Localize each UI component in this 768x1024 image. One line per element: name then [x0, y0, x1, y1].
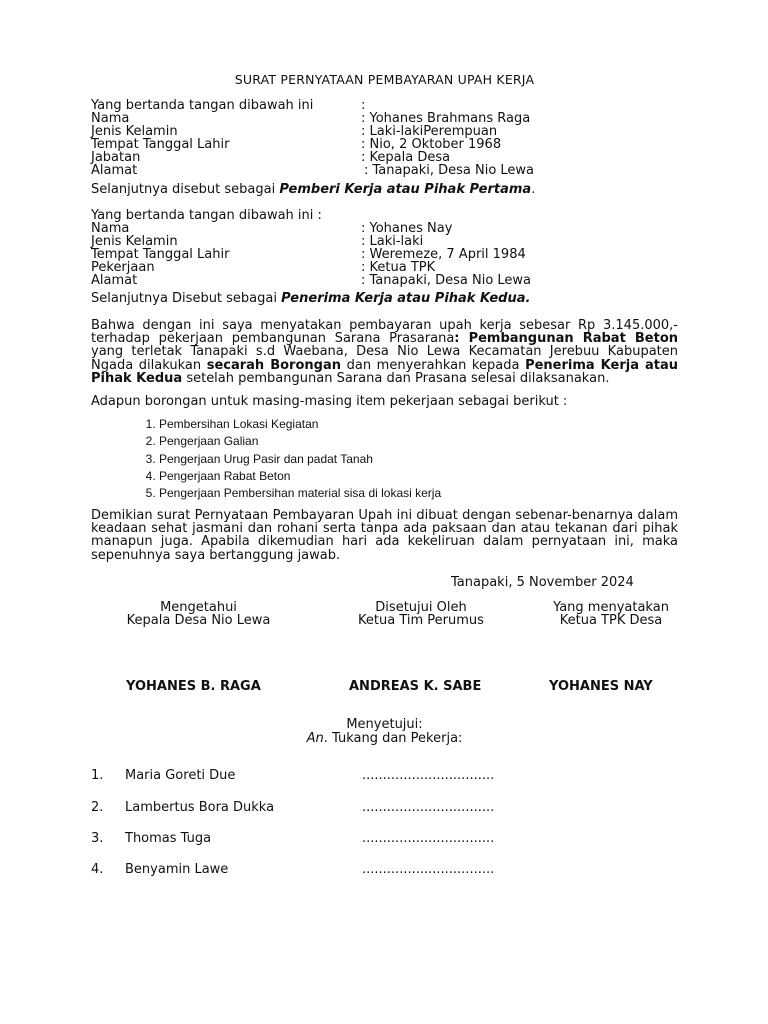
- signature-line: ................................: [362, 768, 495, 783]
- worker-name: Benyamin Lawe: [125, 862, 229, 877]
- paragraph-bold-method: secarah Borongan: [206, 357, 341, 373]
- party1-intro-text: Yang bertanda tangan dibawah ini: [91, 98, 314, 113]
- paragraph-text: yang terletak Tanapaki s.d Waebana, Desa Nio Lewa Kecamatan Jerebuu Kabupaten Ngada dilakukan: [91, 344, 678, 373]
- field-value: : Yohanes Brahmans Raga: [361, 111, 531, 126]
- field-value: : Nio, 2 Oktober 1968: [361, 137, 502, 152]
- signatory-2: [321, 601, 521, 627]
- party1-intro-colon: :: [361, 98, 366, 113]
- field-value: : Ketua TPK: [361, 260, 436, 275]
- party2-desc-emph: Penerima Kerja atau Pihak Kedua.: [281, 291, 531, 306]
- paragraph-text: dan menyerahkan kepada: [340, 357, 526, 373]
- party1-desc-emph: Pemberi Kerja atau Pihak Pertama: [279, 182, 532, 197]
- paragraph-bold-project: : Pembangunan Rabat Beton: [454, 331, 679, 347]
- field-label: Tempat Tanggal Lahir: [91, 137, 230, 152]
- list-item: 1. Pembersihan Lokasi Kegiatan: [159, 416, 441, 433]
- field-value: : Tanapaki, Desa Nio Lewa: [361, 273, 532, 288]
- field-value: : Laki-laki: [361, 234, 424, 249]
- worker-number: 2.: [91, 800, 104, 815]
- field-label: Jabatan: [91, 150, 141, 165]
- paragraph-text: Bahwa dengan ini saya menyatakan pembayaran upah kerja sebesar Rp 3.145.000,- terhadap pekerjaan pembangunan Sarana Prasarana: [91, 318, 678, 347]
- field-label: Jenis Kelamin: [91, 234, 178, 249]
- list-item: 5. Pengerjaan Pembersihan material sisa di lokasi kerja: [159, 485, 441, 502]
- party1-row-address: [91, 163, 678, 178]
- field-label: Alamat: [91, 163, 138, 178]
- worker-number: 1.: [91, 768, 104, 783]
- approval-sub-rest: . Tukang dan Pekerja:: [323, 731, 463, 746]
- approval-heading: Menyetujui:: [346, 717, 423, 732]
- signatory-3: [531, 601, 691, 627]
- field-label: Alamat: [91, 273, 138, 288]
- worker-name: Thomas Tuga: [125, 831, 212, 846]
- field-label: Nama: [91, 111, 130, 126]
- signatory-title: Ketua TPK Desa: [559, 613, 663, 628]
- signatory-role: Mengetahui: [160, 600, 237, 615]
- party1-desc-suffix: .: [531, 182, 536, 197]
- party1-description: [91, 182, 535, 197]
- approval-sub-italic: An: [306, 731, 324, 746]
- signatory-name: ANDREAS K. SABE: [349, 679, 482, 694]
- document-title: SURAT PERNYATAAN PEMBAYARAN UPAH KERJA: [234, 72, 535, 87]
- field-label: Tempat Tanggal Lahir: [91, 247, 230, 262]
- signatory-1: [91, 601, 306, 627]
- party2-intro-text: Yang bertanda tangan dibawah ini :: [91, 208, 322, 223]
- party1-desc-prefix: Selanjutnya disebut sebagai: [91, 182, 280, 197]
- list-item: 4. Pengerjaan Rabat Beton: [159, 468, 441, 485]
- worker-number: 3.: [91, 831, 104, 846]
- signature-line: ................................: [362, 800, 495, 815]
- signatory-role: Yang menyatakan: [553, 600, 669, 615]
- list-item: 2. Pengerjaan Galian: [159, 433, 441, 450]
- signatory-role: Disetujui Oleh: [375, 600, 467, 615]
- approval-subheading: [91, 732, 678, 746]
- signatory-name: YOHANES NAY: [549, 679, 653, 694]
- paragraph-bold-recipient: Penerima Kerja atau Pihak Kedua: [91, 357, 678, 386]
- field-value: : Tanapaki, Desa Nio Lewa: [364, 163, 535, 178]
- work-items-list: [91, 416, 441, 502]
- party2-row-address: [91, 273, 678, 288]
- field-value: : Laki-lakiPerempuan: [361, 124, 498, 139]
- field-label: Jenis Kelamin: [91, 124, 178, 139]
- signatory-title: Kepala Desa Nio Lewa: [126, 613, 271, 628]
- party2-desc-prefix: Selanjutnya Disebut sebagai: [91, 291, 282, 306]
- field-label: Nama: [91, 221, 130, 236]
- items-intro: Adapun borongan untuk masing-masing item pekerjaan sebagai berikut :: [91, 394, 568, 409]
- field-label: Pekerjaan: [91, 260, 155, 275]
- party2-description: [91, 291, 530, 306]
- place-date: Tanapaki, 5 November 2024: [451, 575, 634, 590]
- signatory-title: Ketua Tim Perumus: [358, 613, 484, 628]
- worker-name: Maria Goreti Due: [125, 768, 236, 783]
- worker-name: Lambertus Bora Dukka: [125, 800, 275, 815]
- worker-number: 4.: [91, 862, 104, 877]
- signature-line: ................................: [362, 862, 495, 877]
- signatory-name: YOHANES B. RAGA: [126, 679, 261, 694]
- signature-line: ................................: [362, 831, 495, 846]
- field-value: : Weremeze, 7 April 1984: [361, 247, 526, 262]
- closing-paragraph: Demikian surat Pernyataan Pembayaran Upah ini dibuat dengan sebenar-benarnya dalam keadaan sehat jasmani dan rohani serta tanpa ada paksaan dan atau tekanan dari pihak manapun juga. Apabila dikemudian hari ada kekeliruan dalam pernyataan ini, maka sepenuhnya saya bertanggung jawab.: [91, 508, 678, 563]
- payment-statement-paragraph: [91, 319, 678, 385]
- paragraph-text: setelah pembangunan Sarana dan Prasana selesai dilaksanakan.: [182, 370, 610, 386]
- list-item: 3. Pengerjaan Urug Pasir dan padat Tanah: [159, 451, 441, 468]
- field-value: : Yohanes Nay: [361, 221, 453, 236]
- field-value: : Kepala Desa: [361, 150, 451, 165]
